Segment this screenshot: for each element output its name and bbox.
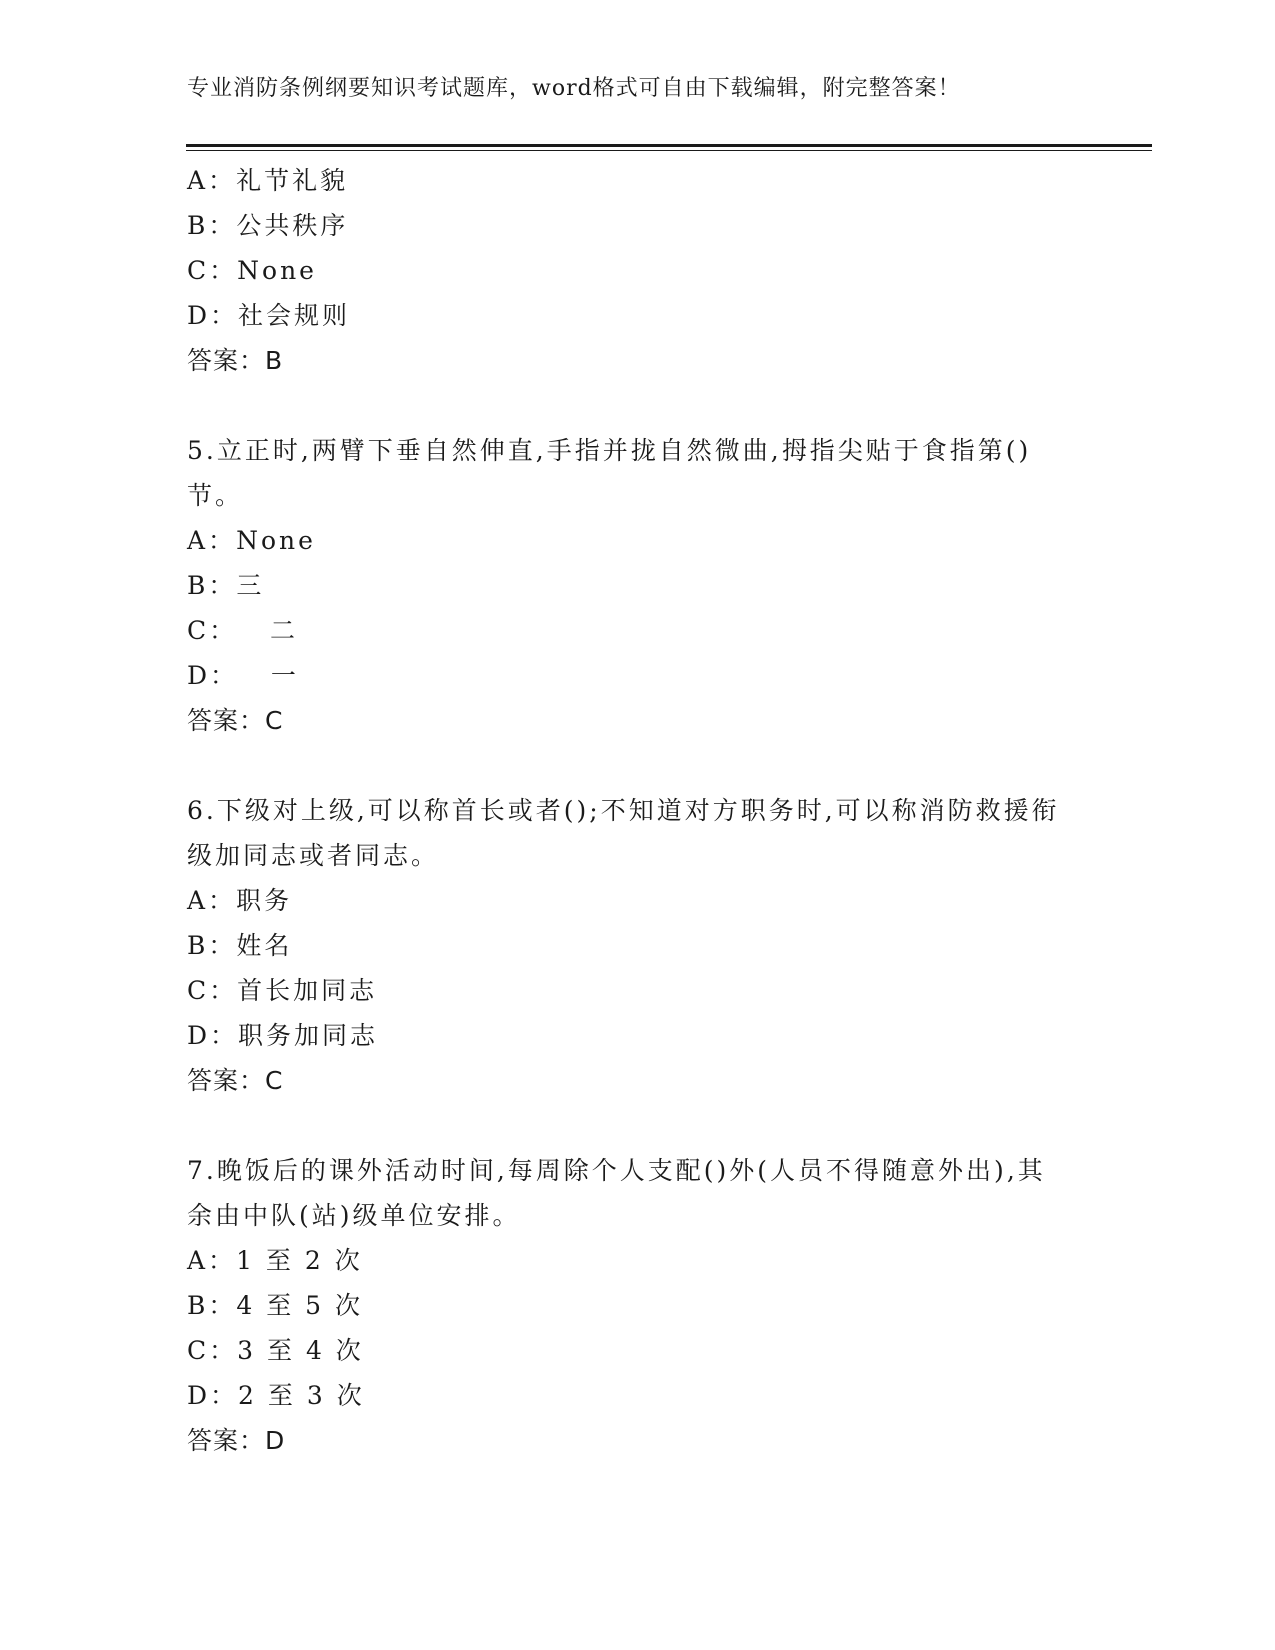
header-rule-thick — [186, 144, 1152, 147]
question-stem: 6.下级对上级,可以称首长或者();不知道对方职务时,可以称消防救援衔级加同志或者同志。 — [187, 796, 1060, 870]
option-b: B：公共秩序 — [187, 211, 349, 240]
option-c: C： 二 — [187, 616, 298, 645]
answer-line: 答案：C — [187, 706, 284, 735]
question-stem: 5.立正时,两臂下垂自然伸直,手指并拢自然微曲,拇指尖贴于食指第()节。 — [187, 436, 1032, 510]
option-a: A：1 至 2 次 — [187, 1246, 363, 1275]
option-d: D：社会规则 — [187, 301, 351, 330]
answer-line: 答案：B — [187, 346, 284, 375]
answer-line: 答案：D — [187, 1426, 286, 1455]
option-d: D： 一 — [187, 661, 299, 690]
header-rule-thin — [186, 150, 1152, 151]
question-partial — [187, 158, 1087, 383]
question-5 — [187, 428, 1087, 743]
option-a: A：职务 — [187, 886, 293, 915]
option-b: B：三 — [187, 571, 265, 600]
question-6 — [187, 788, 1087, 1103]
option-d: D：2 至 3 次 — [187, 1381, 365, 1410]
option-c: C：3 至 4 次 — [187, 1336, 364, 1365]
option-c: C：首长加同志 — [187, 976, 378, 1005]
page-header: 专业消防条例纲要知识考试题库，word格式可自由下载编辑，附完整答案！ — [187, 76, 961, 101]
option-c: C：None — [187, 256, 317, 285]
option-d: D：职务加同志 — [187, 1021, 379, 1050]
question-7 — [187, 1148, 1087, 1463]
option-b: B：姓名 — [187, 931, 293, 960]
question-stem: 7.晚饭后的课外活动时间,每周除个人支配()外(人员不得随意外出),其余由中队(站)级单位安排。 — [187, 1156, 1046, 1230]
answer-line: 答案：C — [187, 1066, 284, 1095]
option-a: A：None — [187, 526, 316, 555]
option-b: B：4 至 5 次 — [187, 1291, 364, 1320]
option-a: A：礼节礼貌 — [187, 166, 349, 195]
question-list — [187, 158, 1087, 1463]
